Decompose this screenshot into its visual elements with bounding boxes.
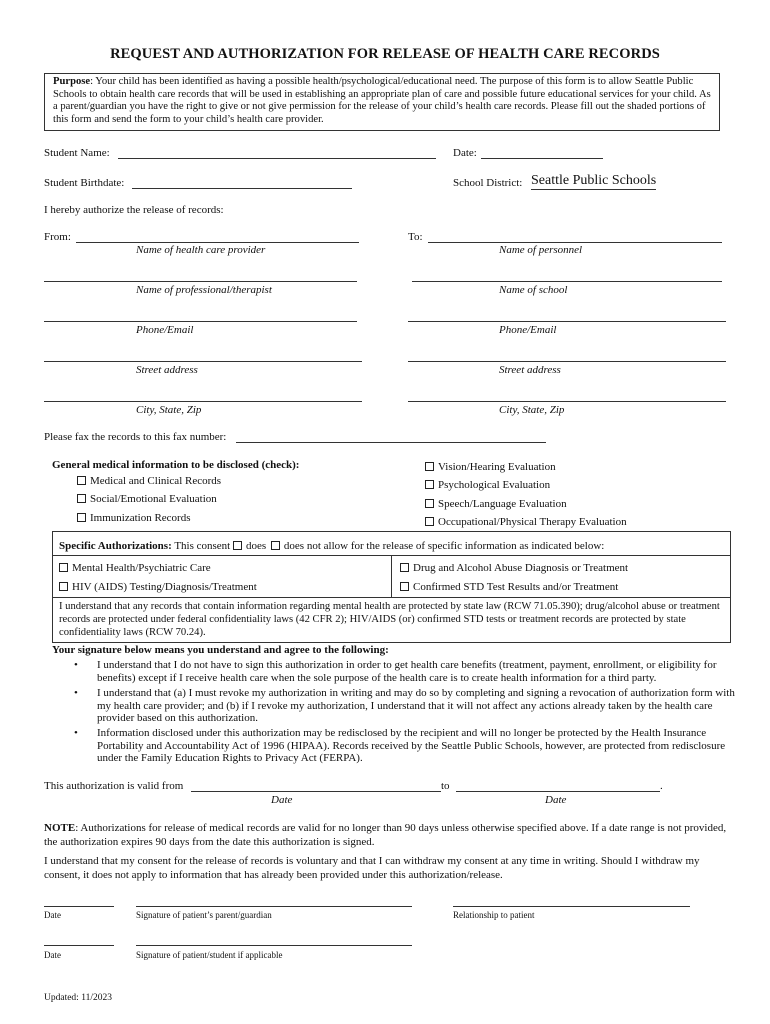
bullet-text: Information disclosed under this authorization may be redisclosed by the recipient and will no longer be protected by the Health Insurance Portability and Accountability Act of 1996 (HIPAA). Records received by the Seattle Public Schools, however, are protected from redisclosure under the Family Education Rights to Privacy Act (FERPA). bbox=[97, 727, 726, 764]
checkbox-label: HIV (AIDS) Testing/Diagnosis/Treatment bbox=[72, 581, 257, 593]
student-birthdate-field[interactable] bbox=[132, 188, 352, 189]
checkbox-label: Social/Emotional Evaluation bbox=[90, 493, 217, 505]
to-caption: City, State, Zip bbox=[499, 404, 565, 416]
valid-to-label: to bbox=[441, 780, 450, 792]
checkbox[interactable] bbox=[425, 462, 434, 471]
from-caption: City, State, Zip bbox=[136, 404, 202, 416]
parent-signature-caption: Signature of patient’s parent/guardian bbox=[136, 910, 272, 920]
consent-text: This consent bbox=[174, 540, 231, 552]
checkbox[interactable] bbox=[425, 499, 434, 508]
specific-check-mental-health[interactable] bbox=[59, 562, 211, 574]
checkbox[interactable] bbox=[400, 563, 409, 572]
date-caption: Date bbox=[44, 910, 61, 920]
general-check-ot[interactable] bbox=[425, 516, 627, 528]
to-label: To: bbox=[408, 231, 423, 243]
form-title: REQUEST AND AUTHORIZATION FOR RELEASE OF HEALTH CARE RECORDS bbox=[110, 46, 660, 62]
general-check-immunization[interactable] bbox=[77, 512, 191, 524]
checkbox-label: Medical and Clinical Records bbox=[90, 475, 222, 487]
fax-field[interactable] bbox=[236, 442, 546, 443]
from-professional-field[interactable] bbox=[44, 281, 357, 282]
to-caption: Name of personnel bbox=[499, 244, 583, 256]
general-check-social[interactable] bbox=[77, 493, 217, 505]
valid-end: . bbox=[660, 780, 663, 792]
bullet-icon: • bbox=[74, 727, 78, 739]
relationship-caption: Relationship to patient bbox=[453, 910, 535, 920]
checkbox-label: Confirmed STD Test Results and/or Treatment bbox=[413, 581, 619, 593]
bullet-item bbox=[74, 727, 737, 765]
fax-label: Please fax the records to this fax number: bbox=[44, 431, 227, 443]
consent-paragraph: I understand that my consent for the release of records is voluntary and that I can withdraw my consent at any time in writing. Should I withdraw my consent, it does not apply to information that has already been provided under this authorization/release. bbox=[44, 855, 700, 881]
note-text: : Authorizations for release of medical records are valid for no longer than 90 days unless otherwise specified above. If a date range is not provided, the authorization expires 90 days from the date this authorization is signed. bbox=[44, 822, 727, 848]
to-caption: Street address bbox=[499, 364, 561, 376]
to-phone-field[interactable] bbox=[408, 321, 726, 322]
checkbox[interactable] bbox=[77, 513, 86, 522]
from-city-field[interactable] bbox=[44, 401, 362, 402]
from-caption: Name of health care provider bbox=[136, 244, 266, 256]
date-field[interactable] bbox=[481, 158, 603, 159]
from-caption: Name of professional/therapist bbox=[136, 284, 272, 296]
from-caption: Phone/Email bbox=[136, 324, 194, 336]
checkbox-label: Immunization Records bbox=[90, 512, 191, 524]
general-check-vision[interactable] bbox=[425, 461, 556, 473]
note-label: NOTE bbox=[44, 822, 76, 834]
checkbox-label: Speech/Language Evaluation bbox=[438, 498, 567, 510]
to-caption: Name of school bbox=[499, 284, 568, 296]
from-label: From: bbox=[44, 231, 71, 243]
relationship-field[interactable] bbox=[453, 906, 690, 907]
student-signature-field[interactable] bbox=[136, 945, 412, 946]
updated-date: Updated: 11/2023 bbox=[44, 993, 112, 1003]
signature-heading: Your signature below means you understand and agree to the following: bbox=[52, 644, 389, 656]
checkbox[interactable] bbox=[77, 494, 86, 503]
does-checkbox[interactable] bbox=[233, 541, 242, 550]
student-name-label: Student Name: bbox=[44, 147, 110, 159]
date-signature-field[interactable] bbox=[44, 906, 114, 907]
student-birthdate-label: Student Birthdate: bbox=[44, 177, 125, 189]
parent-signature-field[interactable] bbox=[136, 906, 412, 907]
divider bbox=[52, 597, 731, 598]
checkbox-label: Mental Health/Psychiatric Care bbox=[72, 562, 211, 574]
from-provider-field[interactable] bbox=[76, 242, 359, 243]
valid-from-caption: Date bbox=[271, 794, 293, 806]
school-district-label: School District: bbox=[453, 177, 523, 189]
date-caption: Date bbox=[44, 950, 61, 960]
general-heading: General medical information to be disclosed (check): bbox=[52, 459, 300, 471]
checkbox-label: Psychological Evaluation bbox=[438, 479, 551, 491]
specific-label: Specific Authorizations: bbox=[59, 540, 172, 552]
bullet-text: I understand that I do not have to sign this authorization in order to get health care benefits (treatment, payment, enrollment, or eligibility for benefits) except if I receive health care when the sole purpose of the health care is to create health information for a third party. bbox=[97, 659, 717, 684]
date-signature-field[interactable] bbox=[44, 945, 114, 946]
does-label: does bbox=[245, 540, 267, 552]
checkbox[interactable] bbox=[59, 582, 68, 591]
bullet-item bbox=[74, 659, 737, 684]
checkbox[interactable] bbox=[59, 563, 68, 572]
from-phone-field[interactable] bbox=[44, 321, 357, 322]
bullet-icon: • bbox=[74, 687, 78, 699]
bullet-text: I understand that (a) I must revoke my authorization in writing and may do so by completing and signing a revocation of authorization form with my health care provider; and (b) if I revoke my authorization, I understand that it will not affect any actions already taken by the health care provider based on this authorization. bbox=[97, 687, 735, 724]
purpose-box bbox=[44, 73, 720, 131]
divider bbox=[391, 555, 392, 597]
from-caption: Street address bbox=[136, 364, 198, 376]
checkbox[interactable] bbox=[425, 480, 434, 489]
checkbox[interactable] bbox=[77, 476, 86, 485]
does-not-checkbox[interactable] bbox=[271, 541, 280, 550]
to-personnel-field[interactable] bbox=[428, 242, 722, 243]
date-label: Date: bbox=[453, 147, 477, 159]
student-name-field[interactable] bbox=[118, 158, 436, 159]
bullet-item bbox=[74, 687, 737, 725]
to-school-field[interactable] bbox=[412, 281, 722, 282]
checkbox[interactable] bbox=[400, 582, 409, 591]
authorize-text: I hereby authorize the release of records: bbox=[44, 204, 224, 216]
to-caption: Phone/Email bbox=[499, 324, 557, 336]
checkbox[interactable] bbox=[425, 517, 434, 526]
valid-from-field[interactable] bbox=[191, 791, 441, 792]
valid-prefix: This authorization is valid from bbox=[44, 780, 184, 792]
does-not-label: does not allow for the release of specific information as indicated below: bbox=[283, 540, 605, 552]
checkbox-label: Vision/Hearing Evaluation bbox=[438, 461, 556, 473]
general-check-psych[interactable] bbox=[425, 479, 550, 491]
general-check-medical[interactable] bbox=[77, 475, 221, 487]
valid-to-field[interactable] bbox=[456, 791, 660, 792]
general-check-speech[interactable] bbox=[425, 498, 567, 510]
purpose-text: : Your child has been identified as having a possible health/psychological/educational need. The purpose of this form is to allow Seattle Public Schools to obtain health care records that will be used in establishing an appropriate plan of care and possible future educational services for your child. As a parent/guardian you have the right to give or not give permission for the release of your child’s health care records. Please fill out the shaded portions of this form and send the form to your child’s health care provider. bbox=[53, 76, 711, 125]
checkbox-label: Drug and Alcohol Abuse Diagnosis or Treatment bbox=[413, 562, 629, 574]
specific-check-hiv[interactable] bbox=[59, 581, 257, 593]
from-street-field[interactable] bbox=[44, 361, 362, 362]
school-district-value[interactable]: Seattle Public Schools bbox=[531, 173, 657, 188]
purpose-label: Purpose bbox=[53, 76, 91, 87]
to-street-field[interactable] bbox=[408, 361, 726, 362]
specific-consent-line bbox=[59, 540, 604, 552]
checkbox-label: Occupational/Physical Therapy Evaluation bbox=[438, 516, 627, 528]
valid-to-caption: Date bbox=[545, 794, 567, 806]
specific-protection-note: I understand that any records that contain information regarding mental health are protected by state law (RCW 71.05.390); drug/alcohol abuse or treatment records are protected under federal confidentiality laws (42 CFR 2); HIV/AIDS (or) confirmed STD tests or treatment records are protected by state confidentiality laws (RCW 70.24). bbox=[59, 601, 720, 638]
student-signature-caption: Signature of patient/student if applicable bbox=[136, 950, 283, 960]
bullet-icon: • bbox=[74, 659, 78, 671]
specific-check-drug-alcohol[interactable] bbox=[400, 562, 628, 574]
to-city-field[interactable] bbox=[408, 401, 726, 402]
note-paragraph bbox=[44, 822, 730, 849]
specific-check-std[interactable] bbox=[400, 581, 618, 593]
